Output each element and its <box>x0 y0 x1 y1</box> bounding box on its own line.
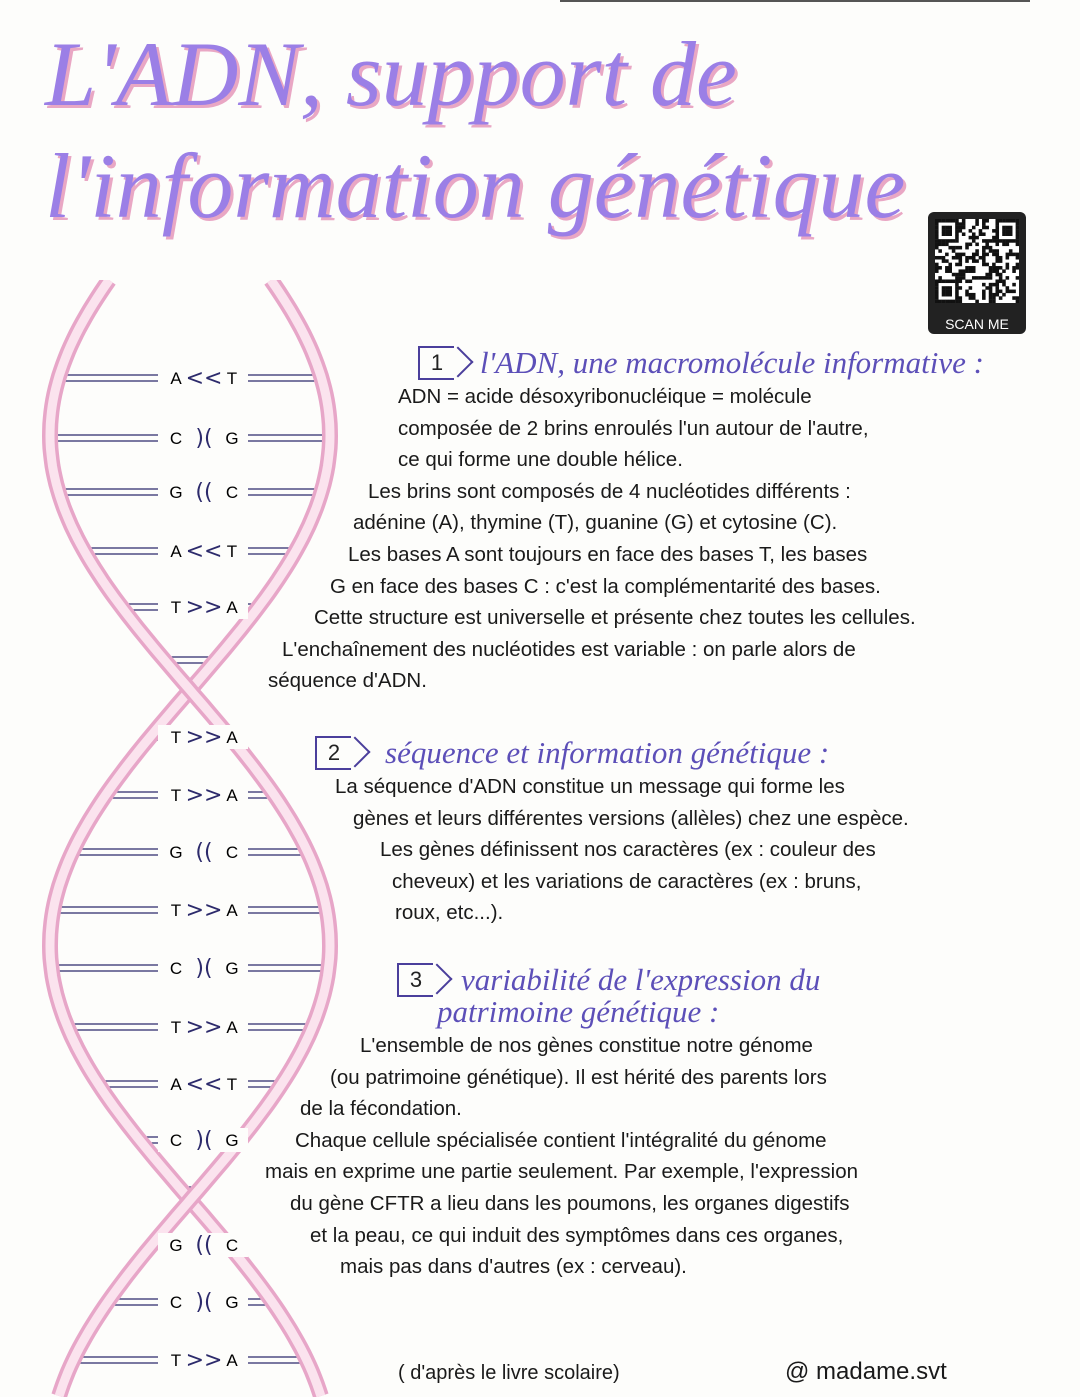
base-letter: G <box>225 1293 239 1312</box>
base-connector-icon: )( <box>195 1128 213 1153</box>
base-pair <box>158 898 248 923</box>
base-letter: T <box>170 901 182 920</box>
base-letter: G <box>169 843 183 862</box>
body-line: L'ensemble de nos gènes constitue notre génome <box>360 1034 813 1057</box>
body-line: roux, etc...). <box>395 901 504 925</box>
base-letter: T <box>226 369 238 388</box>
body-line: (ou patrimoine génétique). Il est hérité des parents lors <box>330 1065 827 1089</box>
title-line-1: L'ADN, support de <box>45 23 737 125</box>
body-line: séquence d'ADN. <box>268 669 427 693</box>
base-letter: T <box>170 1018 182 1037</box>
base-pair <box>158 1128 248 1153</box>
base-letter: C <box>169 429 183 448</box>
section-2-heading <box>315 735 909 771</box>
base-connector-icon: << <box>185 539 223 564</box>
section-3-title-2: patrimoine génétique : <box>437 994 720 1029</box>
base-pair <box>158 1233 248 1258</box>
base-connector-icon: >> <box>185 1015 223 1040</box>
base-connector-icon: )( <box>195 956 213 981</box>
base-letter: A <box>170 369 182 388</box>
base-pair <box>158 539 248 564</box>
base-letter: A <box>226 1351 238 1370</box>
section-3-heading <box>397 962 858 998</box>
qr-scan-label: SCAN ME <box>945 316 1009 332</box>
body-line: Les bases A sont toujours en face des bases T, les bases <box>348 542 868 566</box>
base-letter: C <box>169 959 183 978</box>
section-1-title: l'ADN, une macromolécule informative : <box>480 345 984 380</box>
section-number-badge: 3 <box>397 963 433 997</box>
section-1 <box>268 345 984 697</box>
base-pair <box>158 783 248 808</box>
source-note: ( d'après le livre scolaire) <box>398 1362 620 1384</box>
base-letter: T <box>170 1351 182 1370</box>
body-line: Les brins sont composés de 4 nucléotides différents : <box>368 479 851 503</box>
body-line: cheveux) et les variations de caractères (ex : bruns, <box>392 869 862 893</box>
base-letter: T <box>226 542 238 561</box>
body-line: La séquence d'ADN constitue un message qui forme les <box>335 775 845 798</box>
section-3 <box>265 962 858 1283</box>
base-letter: G <box>225 959 239 978</box>
section-2-body <box>315 771 909 929</box>
base-connector-icon: (( <box>195 1233 213 1258</box>
base-letter: C <box>225 1236 239 1255</box>
body-line: mais pas dans d'autres (ex : cerveau). <box>340 1255 687 1279</box>
section-1-heading <box>418 345 984 381</box>
base-letter: C <box>169 1293 183 1312</box>
base-letter: C <box>169 1131 183 1150</box>
section-2 <box>315 735 909 929</box>
qr-code[interactable] <box>928 212 1026 334</box>
base-connector-icon: >> <box>185 725 223 750</box>
base-letter: G <box>225 1131 239 1150</box>
base-pair <box>158 840 248 865</box>
body-line: mais en exprime une partie seulement. Par exemple, l'expression <box>265 1160 859 1184</box>
base-letter: A <box>226 728 238 747</box>
base-letter: C <box>225 843 239 862</box>
body-line: L'enchaînement des nucléotides est variable : on parle alors de <box>282 637 856 661</box>
base-pair <box>158 1015 248 1040</box>
section-number-badge: 2 <box>315 736 351 770</box>
body-line: ce qui forme une double hélice. <box>398 448 683 472</box>
title-line-2: l'information génétique <box>45 135 906 237</box>
base-letter: A <box>170 542 182 561</box>
base-connector-icon: << <box>185 1072 223 1097</box>
base-connector-icon: >> <box>185 1348 223 1373</box>
body-line: et la peau, ce qui induit des symptômes dans ces organes, <box>310 1223 844 1247</box>
base-letter: A <box>226 598 238 617</box>
base-letter: A <box>226 901 238 920</box>
body-line: ADN = acide désoxyribonucléique = molécule <box>398 385 812 408</box>
base-pair <box>158 595 248 620</box>
base-letter: T <box>226 1075 238 1094</box>
base-connector-icon: >> <box>185 783 223 808</box>
base-letter: T <box>170 786 182 805</box>
base-pair <box>158 1072 248 1097</box>
base-pair <box>158 480 248 505</box>
base-letter: T <box>170 598 182 617</box>
body-line: Les gènes définissent nos caractères (ex : couleur des <box>380 838 876 862</box>
section-number-badge: 1 <box>418 346 454 380</box>
body-line: gènes et leurs différentes versions (allèles) chez une espèce. <box>353 806 909 830</box>
section-3-heading-2 <box>437 994 858 1030</box>
base-letter: G <box>169 1236 183 1255</box>
base-connector-icon: (( <box>195 480 213 505</box>
base-connector-icon: )( <box>195 426 213 451</box>
base-connector-icon: )( <box>195 1290 213 1315</box>
base-pair <box>158 1348 248 1373</box>
base-letter: G <box>169 483 183 502</box>
top-rule <box>560 0 1030 2</box>
section-3-title-1: variabilité de l'expression du <box>461 962 821 997</box>
body-line: G en face des bases C : c'est la complémentarité des bases. <box>330 574 881 598</box>
base-connector-icon: (( <box>195 840 213 865</box>
section-2-title: séquence et information génétique : <box>385 735 830 770</box>
base-connector-icon: >> <box>185 595 223 620</box>
body-line: adénine (A), thymine (T), guanine (G) et cytosine (C). <box>353 511 838 535</box>
body-line: composée de 2 brins enroulés l'un autour de l'autre, <box>398 416 869 440</box>
base-pair <box>158 1290 248 1315</box>
base-pair <box>158 366 248 391</box>
base-letter: T <box>170 728 182 747</box>
base-pair <box>158 426 248 451</box>
author-handle: @ madame.svt <box>785 1358 947 1385</box>
base-letter: C <box>225 483 239 502</box>
base-letter: A <box>226 786 238 805</box>
base-connector-icon: >> <box>185 898 223 923</box>
body-line: Chaque cellule spécialisée contient l'intégralité du génome <box>295 1128 827 1152</box>
qr-code-pattern <box>935 219 1019 303</box>
base-pair <box>158 725 248 750</box>
base-letter: A <box>226 1018 238 1037</box>
base-letter: G <box>225 429 239 448</box>
section-3-body <box>265 1030 858 1283</box>
base-pair <box>158 956 248 981</box>
base-connector-icon: << <box>185 366 223 391</box>
section-1-body <box>268 381 984 697</box>
body-line: Cette structure est universelle et présente chez toutes les cellules. <box>314 606 916 630</box>
body-line: de la fécondation. <box>300 1097 462 1121</box>
body-line: du gène CFTR a lieu dans les poumons, les organes digestifs <box>290 1191 850 1215</box>
base-letter: A <box>170 1075 182 1094</box>
